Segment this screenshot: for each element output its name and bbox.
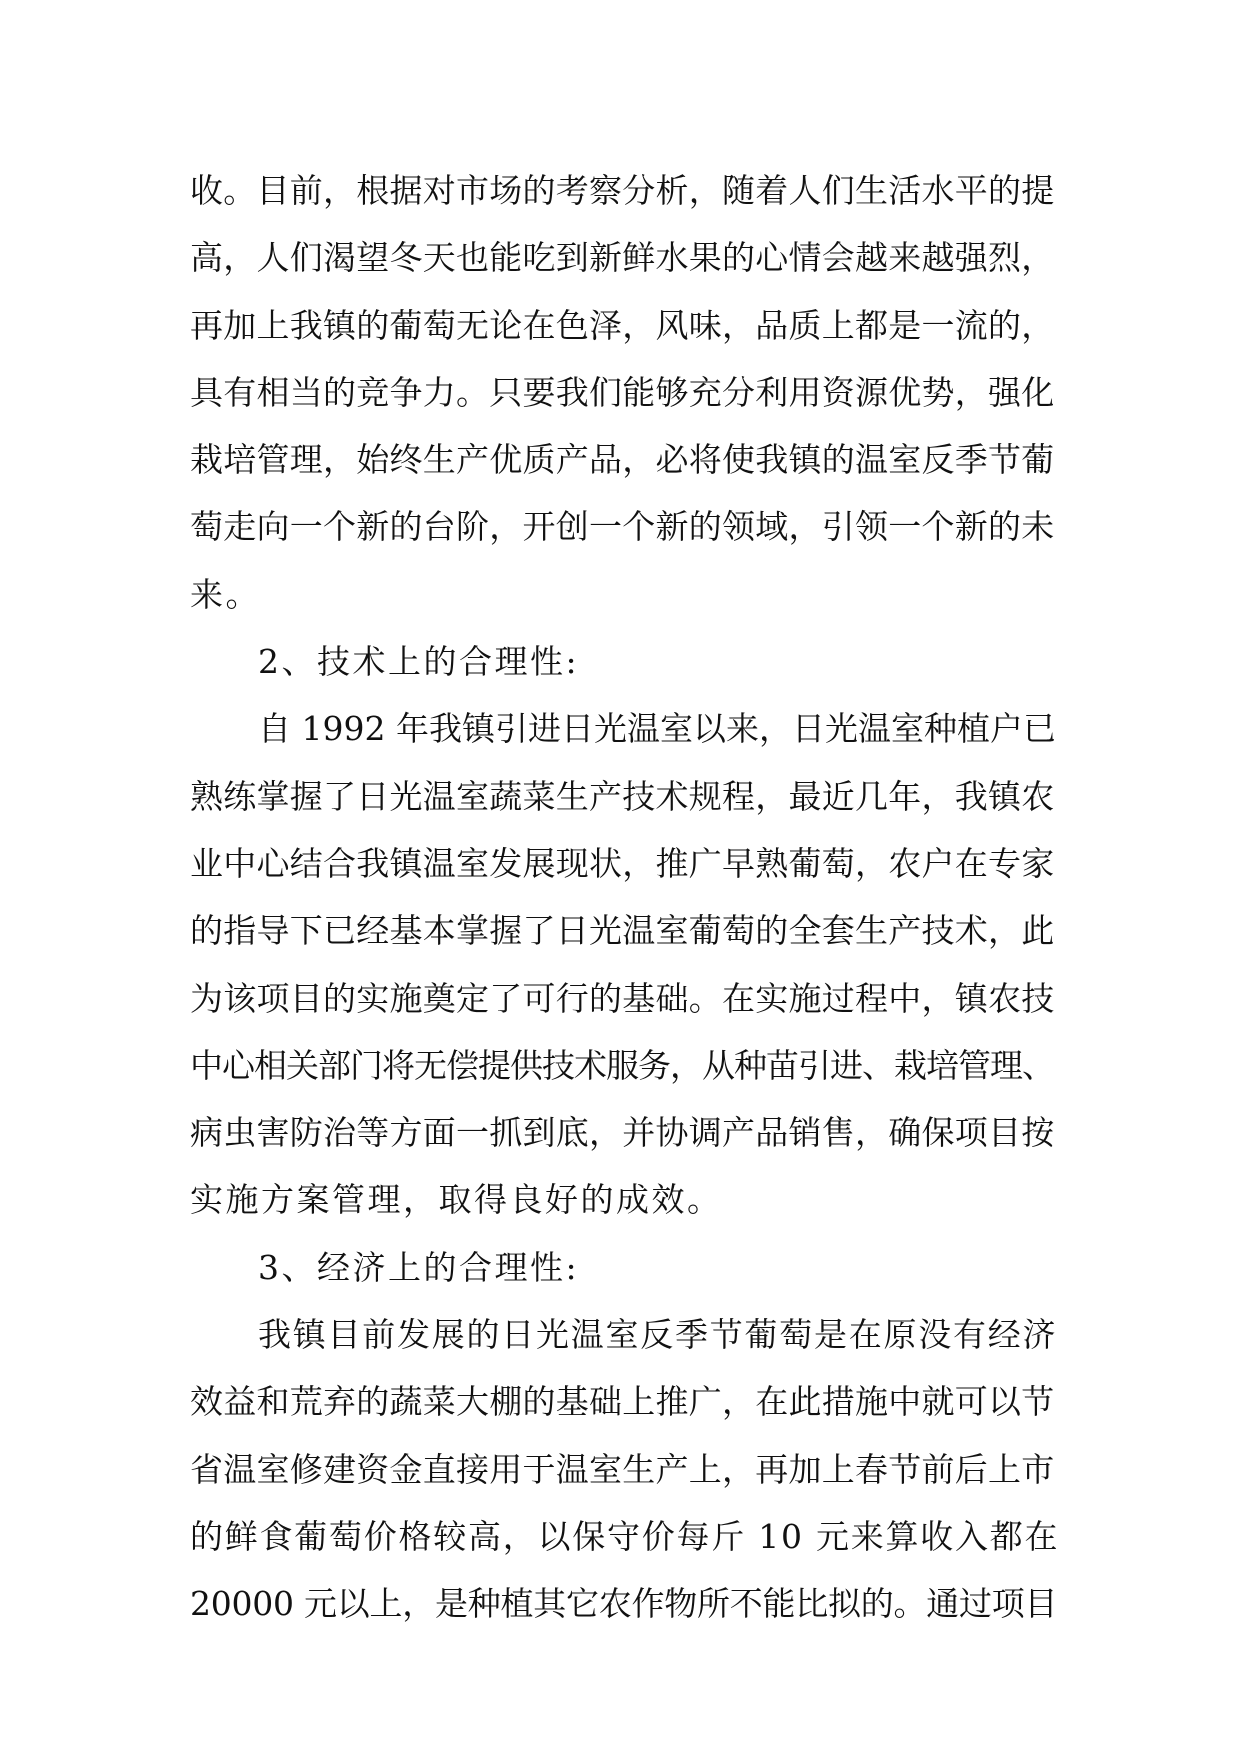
text-line: 收。目前，根据对市场的考察分析，随着人们生活水平的提 bbox=[190, 171, 1055, 210]
text-line: 具有相当的竞争力。只要我们能够充分利用资源优势，强化 bbox=[190, 372, 1055, 412]
text-line: 栽培管理，始终生产优质产品，必将使我镇的温室反季节葡 bbox=[190, 440, 1055, 480]
text-line: 中心相关部门将无偿提供技术服务，从种苗引进、栽培管理、 bbox=[190, 1045, 1054, 1085]
text-line: 熟练掌握了日光温室蔬菜生产技术规程，最近几年，我镇农 bbox=[190, 776, 1055, 816]
text-line: 20000 元以上，是种植其它农作物所不能比拟的。通过项目 bbox=[190, 1584, 1058, 1624]
text-line: 来。 bbox=[190, 574, 261, 614]
document-body-text bbox=[190, 157, 1060, 1638]
text-line: 省温室修建资金直接用于温室生产上，再加上春节前后上市 bbox=[190, 1449, 1055, 1489]
text-line: 我镇目前发展的日光温室反季节葡萄是在原没有经济 bbox=[258, 1315, 1058, 1355]
text-line: 的鲜食葡萄价格较高，以保守价每斤 10 元来算收入都在 bbox=[190, 1516, 1060, 1556]
text-line: 再加上我镇的葡萄无论在色泽，风味，品质上都是一流的， bbox=[190, 305, 1055, 345]
text-line: 为该项目的实施奠定了可行的基础。在实施过程中，镇农技 bbox=[190, 978, 1055, 1018]
text-line: 的指导下已经基本掌握了日光温室葡萄的全套生产技术，此 bbox=[190, 911, 1055, 951]
text-line: 病虫害防治等方面一抓到底，并协调产品销售，确保项目按 bbox=[190, 1113, 1055, 1153]
text-line: 萄走向一个新的台阶，开创一个新的领域，引领一个新的未 bbox=[190, 507, 1055, 547]
text-line: 效益和荒弃的蔬菜大棚的基础上推广，在此措施中就可以节 bbox=[190, 1382, 1055, 1422]
text-line: 2、技术上的合理性: bbox=[258, 642, 580, 682]
text-line: 实施方案管理，取得良好的成效。 bbox=[190, 1180, 723, 1220]
text-line: 业中心结合我镇温室发展现状，推广早熟葡萄，农户在专家 bbox=[190, 843, 1055, 883]
text-line: 高，人们渴望冬天也能吃到新鲜水果的心情会越来越强烈， bbox=[190, 238, 1055, 278]
text-line: 3、经济上的合理性: bbox=[258, 1247, 580, 1287]
text-line: 自 1992 年我镇引进日光温室以来，日光温室种植户已 bbox=[258, 709, 1056, 749]
